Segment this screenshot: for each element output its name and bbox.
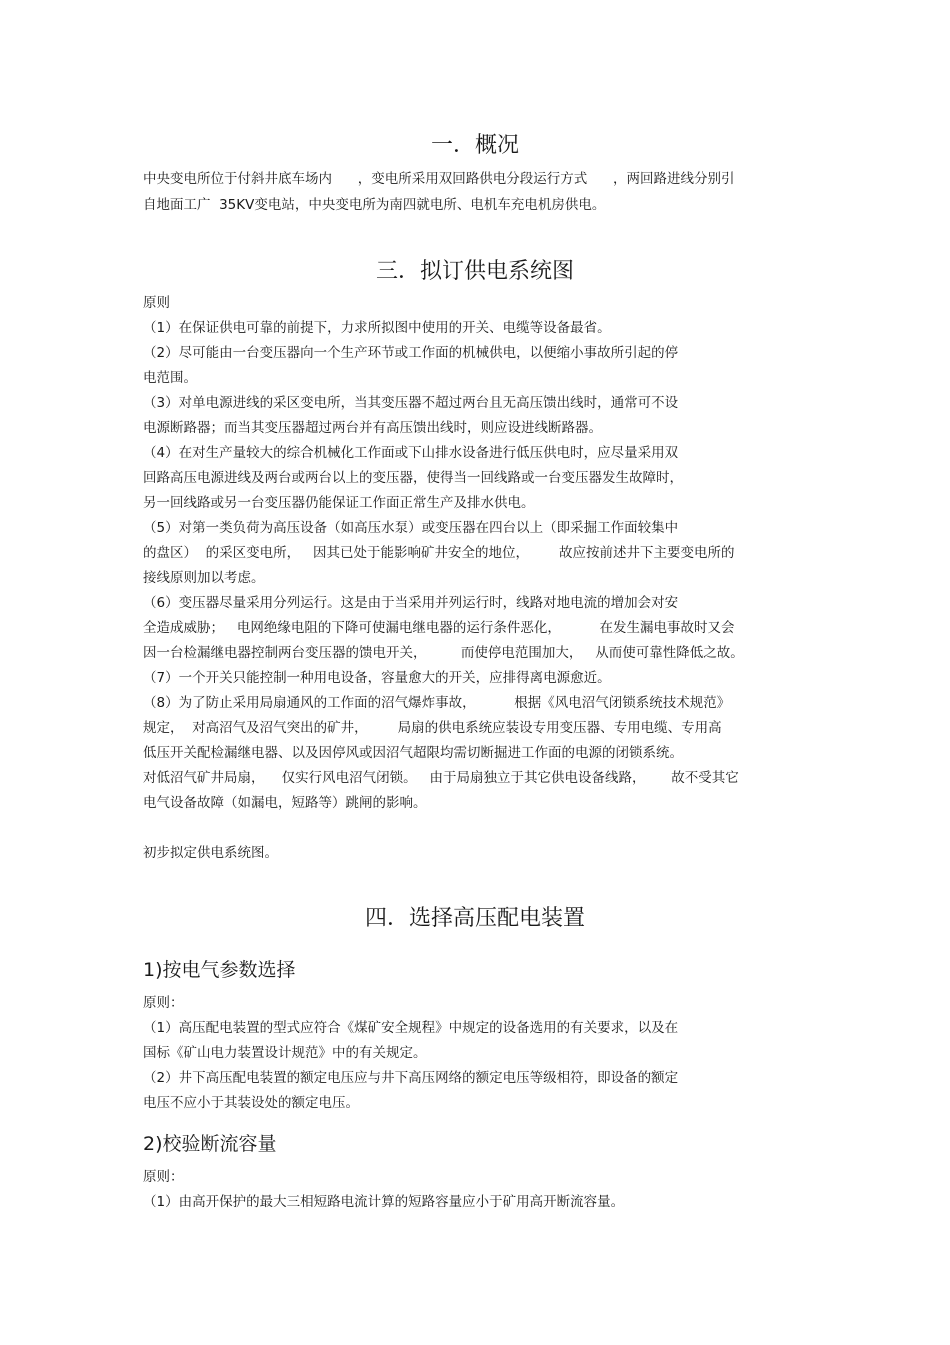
paragraph-line: 电源断路器；而当其变压器超过两台并有高压馈出线时，则应设进线断路器。 bbox=[143, 420, 602, 436]
paragraph-line: （1）在保证供电可靠的前提下，力求所拟图中使用的开关、电缆等设备最省。 bbox=[143, 320, 611, 336]
paragraph-line: （4）在对生产量较大的综合机械化工作面或下山排水设备进行低压供电时，应尽量采用双 bbox=[143, 445, 679, 461]
subsection-1-title: 1)按电气参数选择 bbox=[143, 959, 296, 981]
paragraph-line: （7）一个开关只能控制一种用电设备，容量愈大的开关，应排得离电源愈近。 bbox=[143, 670, 611, 686]
paragraph-line: （1）高压配电装置的型式应符合《煤矿安全规程》中规定的设备选用的有关要求，以及在 bbox=[143, 1020, 679, 1036]
paragraph-line: 因一台检漏继电器控制两台变压器的馈电开关， 而使停电范围加大， 从而使可靠性降低之故。 bbox=[143, 645, 744, 661]
paragraph-line: 原则： bbox=[143, 1169, 184, 1185]
paragraph-line: 全造成威胁； 电网绝缘电阻的下降可使漏电继电器的运行条件恶化， 在发生漏电事故时又会 bbox=[143, 620, 735, 636]
paragraph-line: （2）井下高压配电装置的额定电压应与井下高压网络的额定电压等级相符，即设备的额定 bbox=[143, 1070, 679, 1086]
paragraph-line: （1）由高开保护的最大三相短路电流计算的短路容量应小于矿用高开断流容量。 bbox=[143, 1194, 625, 1210]
paragraph-line: 电范围。 bbox=[143, 370, 197, 386]
paragraph-line: 初步拟定供电系统图。 bbox=[143, 845, 278, 861]
paragraph-line: 国标《矿山电力装置设计规范》中的有关规定。 bbox=[143, 1045, 427, 1061]
section-4-title: 四．选择高压配电装置 bbox=[364, 906, 585, 931]
paragraph-line: 回路高压电源进线及两台或两台以上的变压器，使得当一回线路或一台变压器发生故障时， bbox=[143, 470, 683, 486]
subsection-2-title: 2)校验断流容量 bbox=[143, 1133, 277, 1155]
paragraph-line: 电压不应小于其装设处的额定电压。 bbox=[143, 1095, 359, 1111]
paragraph-line: 电气设备故障（如漏电，短路等）跳闸的影响。 bbox=[143, 795, 427, 811]
paragraph-line: 原则 bbox=[143, 295, 170, 311]
section-3-title: 三．拟订供电系统图 bbox=[375, 259, 574, 284]
paragraph-line: （3）对单电源进线的采区变电所，当其变压器不超过两台且无高压馈出线时，通常可不设 bbox=[143, 395, 679, 411]
paragraph-line: （8）为了防止采用局扇通风的工作面的沼气爆炸事故， 根据《风电沼气闭锁系统技术规范》 bbox=[143, 695, 731, 711]
paragraph-line: （6）变压器尽量采用分列运行。这是由于当采用并列运行时，线路对地电流的增加会对安 bbox=[143, 595, 679, 611]
paragraph-line: 接线原则加以考虑。 bbox=[143, 570, 265, 586]
paragraph-line: 原则： bbox=[143, 995, 184, 1011]
paragraph-line: 对低沼气矿井局扇， 仅实行风电沼气闭锁。 由于局扇独立于其它供电设备线路， 故不受其它 bbox=[143, 770, 739, 786]
paragraph-line: 另一回线路或另一台变压器仍能保证工作面正常生产及排水供电。 bbox=[143, 495, 535, 511]
paragraph-line: 的盘区） 的采区变电所， 因其已处于能影响矿井安全的地位， 故应按前述井下主要变电所的 bbox=[143, 545, 735, 561]
section-1-title: 一．概况 bbox=[430, 133, 519, 158]
paragraph-line: （5）对第一类负荷为高压设备（如高压水泵）或变压器在四台以上（即采掘工作面较集中 bbox=[143, 520, 679, 536]
paragraph-line: 规定， 对高沼气及沼气突出的矿井， 局扇的供电系统应装设专用变压器、专用电缆、专用高 bbox=[143, 720, 722, 736]
paragraph-line: 中央变电所位于付斜井底车场内 ，变电所采用双回路供电分段运行方式 ，两回路进线分别引 bbox=[143, 171, 735, 187]
paragraph-line: 自地面工广 35KV变电站，中央变电所为南四就电所、电机车充电机房供电。 bbox=[143, 197, 606, 213]
paragraph-line: 低压开关配检漏继电器、以及因停风或因沼气超限均需切断掘进工作面的电源的闭锁系统。 bbox=[143, 745, 683, 761]
paragraph-line: （2）尽可能由一台变压器向一个生产环节或工作面的机械供电，以便缩小事故所引起的停 bbox=[143, 345, 679, 361]
